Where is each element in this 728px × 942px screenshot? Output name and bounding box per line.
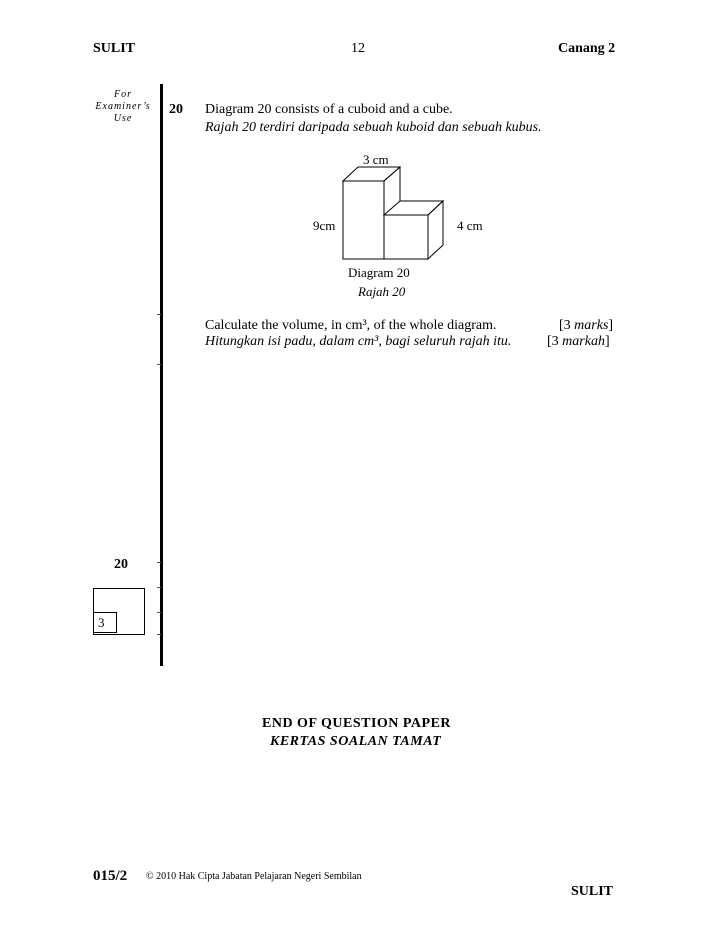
cuboid-top-edge — [384, 167, 400, 181]
question-text-en: Diagram 20 consists of a cuboid and a cube. — [205, 102, 453, 117]
task-text-en: Calculate the volume, in cm³, of the whole diagram. — [205, 318, 497, 333]
examiner-mark-value: 3 — [93, 612, 117, 633]
question-number: 20 — [169, 102, 183, 117]
dimension-3cm: 3 cm — [363, 152, 389, 167]
examiner-line-3: Use — [113, 113, 133, 124]
examiner-question-number: 20 — [114, 557, 128, 572]
dimension-4cm: 4 cm — [457, 218, 483, 233]
dimension-9cm: 9cm — [313, 218, 336, 233]
marks-en-word: marks — [574, 318, 609, 333]
examiner-use-label — [92, 89, 154, 125]
cube-front — [384, 215, 428, 259]
header-sulit: SULIT — [93, 41, 136, 56]
cube-side — [428, 201, 443, 259]
question-text-ms: Rajah 20 terdiri daripada sebuah kuboid dan sebuah kubus. — [205, 120, 542, 135]
footer-code: 015/2 — [93, 868, 128, 884]
page-number: 12 — [351, 41, 365, 56]
end-of-paper-ms: KERTAS SOALAN TAMAT — [270, 734, 442, 749]
diagram-20 — [330, 150, 460, 265]
margin-tick — [157, 634, 161, 635]
margin-tick — [157, 612, 161, 613]
margin-tick — [157, 562, 161, 563]
margin-tick — [157, 364, 161, 365]
marks-en-open: [3 — [559, 318, 575, 333]
footer-copyright: © 2010 Hak Cipta Jabatan Pelajaran Negeri Sembilan — [146, 871, 362, 882]
margin-tick — [157, 314, 161, 315]
diagram-caption-ms: Rajah 20 — [358, 284, 406, 299]
task-text-ms: Hitungkan isi padu, dalam cm³, bagi seluruh rajah itu. — [205, 334, 512, 349]
cube-top — [384, 201, 443, 215]
end-of-paper-en: END OF QUESTION PAPER — [262, 716, 452, 731]
margin-rule — [160, 84, 163, 666]
examiner-line-1: For — [114, 89, 132, 100]
marks-en-close: ] — [608, 318, 614, 333]
marks-ms-open: [3 — [547, 334, 563, 349]
marks-ms-word: markah — [562, 334, 605, 349]
marks-en — [559, 318, 613, 334]
margin-tick — [157, 587, 161, 588]
diagram-caption-en: Diagram 20 — [348, 265, 410, 280]
footer-sulit: SULIT — [571, 884, 614, 899]
header-canang: Canang 2 — [558, 41, 616, 56]
cuboid-front — [343, 181, 384, 259]
examiner-line-2: Examiner’s — [95, 101, 151, 112]
marks-ms — [547, 334, 610, 350]
marks-ms-close: ] — [604, 334, 610, 349]
